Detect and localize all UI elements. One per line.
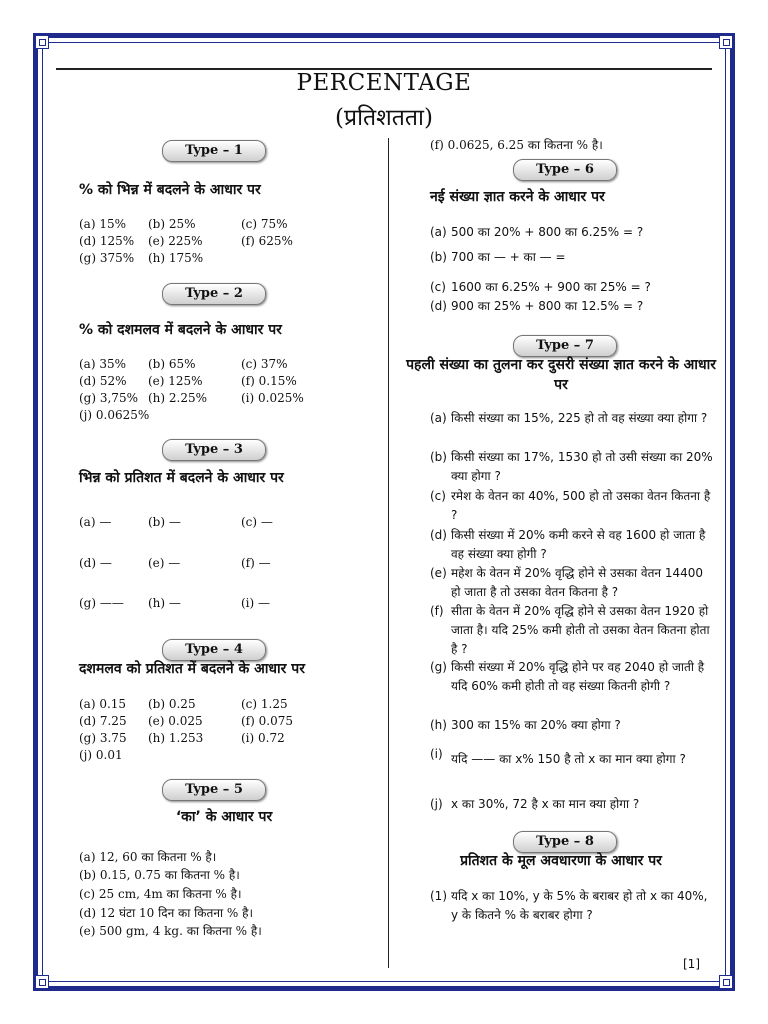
list-item: (b) 65% [148, 357, 196, 371]
list-item: (d) किसी संख्या में 20% कमी करने से वह 1600 हो जाता है वह संख्या क्या होगी ? [430, 528, 706, 561]
list-item: (a) 12, 60 का कितना % है। [79, 850, 217, 864]
list-item: (c) 37% [241, 357, 288, 371]
list-item: (f) सीता के वेतन में 20% वृद्धि होने से उसका वेतन 1920 हो जाता है। यदि 25% कमी होती तो उसका वेतन कितना होता है ? [430, 604, 710, 656]
list-item: (h) 1.253 [148, 731, 204, 745]
list-item: (b) किसी संख्या का 17%, 1530 हो तो उसी संख्या का 20% क्या होगा ? [430, 450, 713, 483]
list-item: (g) किसी संख्या में 20% वृद्धि होने पर वह 2040 हो जाती है यदि 60% कमी होती तो वह संख्या कितनी होगी ? [430, 660, 705, 693]
list-item: (f) — [241, 556, 271, 570]
corner-ornament [35, 975, 49, 989]
type-4-heading: दशमलव को प्रतिशत में बदलने के आधार पर [79, 661, 305, 677]
list-item: (d) — [79, 556, 112, 570]
type-7-heading: पहली संख्या का तुलना कर दुसरी संख्या ज्ञात करने के आधार पर [406, 357, 716, 393]
type-8-heading: प्रतिशत के मूल अवधारणा के आधार पर [460, 853, 662, 869]
page-number: [1] [683, 957, 700, 971]
list-item: (j) 0.0625% [79, 408, 150, 422]
list-item: (i) 0.72 [241, 731, 285, 745]
list-item: (e) — [148, 556, 181, 570]
list-item: (g) 3.75 [79, 731, 127, 745]
list-item: (e) 225% [148, 234, 203, 248]
list-item: (h) 175% [148, 251, 204, 265]
list-item: (e) 125% [148, 374, 203, 388]
type-6-badge: Type – 6 [513, 159, 617, 181]
list-item: (g) 3,75% [79, 391, 138, 405]
list-item: (f) 0.0625, 6.25 का कितना % है। [430, 138, 603, 152]
type-2-badge: Type – 2 [162, 283, 266, 305]
list-item: (f) 0.15% [241, 374, 297, 388]
list-item: (i) — [241, 596, 271, 610]
list-item: (e) 0.025 [148, 714, 203, 728]
list-item: (e) महेश के वेतन में 20% वृद्धि होने से उसका वेतन 14400 हो जाता है तो उसका वेतन कितना है ? [430, 566, 704, 599]
list-item: (f) 0.075 [241, 714, 293, 728]
type-8-badge: Type – 8 [513, 831, 617, 853]
list-item: (d) 125% [79, 234, 135, 248]
list-item: (h) — [148, 596, 181, 610]
list-item: (g) 375% [79, 251, 135, 265]
page-title: PERCENTAGE [296, 70, 472, 96]
list-item: (b) 25% [148, 217, 196, 231]
list-item: (1) यदि x का 10%, y के 5% के बराबर हो तो x का 40%, y के कितने % के बराबर होगा ? [430, 889, 708, 922]
list-item: (h) 2.25% [148, 391, 208, 405]
type-4-badge: Type – 4 [162, 639, 266, 661]
list-item: (a) किसी संख्या का 15%, 225 हो तो वह संख्या क्या होगा ? [430, 411, 708, 425]
list-item: (a) 0.15 [79, 697, 127, 711]
type-5-badge: Type – 5 [162, 779, 266, 801]
list-item: (h) 300 का 15% का 20% क्या होगा ? [430, 718, 621, 732]
list-item: (a) — [79, 515, 112, 529]
list-item: (b) 700 का — + का — = [430, 250, 566, 264]
list-item: (b) 0.25 [148, 697, 196, 711]
corner-ornament [719, 35, 733, 49]
corner-ornament [35, 35, 49, 49]
corner-ornament [719, 975, 733, 989]
type-7-badge: Type – 7 [513, 335, 617, 357]
list-item: (i) यदि —— का x% 150 है तो x का मान क्या होगा ? [430, 747, 686, 766]
list-item: (e) 500 gm, 4 kg. का कितना % है। [79, 924, 262, 938]
type-1-heading: % को भिन्न में बदलने के आधार पर [79, 182, 261, 198]
list-item: (j) x का 30%, 72 है x का मान क्या होगा ? [430, 797, 640, 811]
list-item: (c) 25 cm, 4m का कितना % है। [79, 887, 242, 901]
list-item: (d) 900 का 25% + 800 का 12.5% = ? [430, 299, 644, 313]
list-item: (c) रमेश के वेतन का 40%, 500 हो तो उसका वेतन कितना है ? [430, 489, 711, 522]
list-item: (j) 0.01 [79, 748, 123, 762]
list-item: (d) 12 घंटा 10 दिन का कितना % है। [79, 906, 254, 920]
type-3-badge: Type – 3 [162, 439, 266, 461]
list-item: (g) —— [79, 596, 124, 610]
type-5-heading: ‘का’ के आधार पर [175, 809, 273, 825]
list-item: (c) — [241, 515, 273, 529]
list-item: (c) 1.25 [241, 697, 288, 711]
list-item: (f) 625% [241, 234, 293, 248]
type-6-heading: नई संख्या ज्ञात करने के आधार पर [430, 189, 605, 205]
list-item: (a) 15% [79, 217, 127, 231]
list-item: (b) 0.15, 0.75 का कितना % है। [79, 868, 240, 882]
list-item: (d) 7.25 [79, 714, 127, 728]
list-item: (c) 1600 का 6.25% + 900 का 25% = ? [430, 280, 651, 294]
page-subtitle: (प्रतिशतता) [335, 105, 433, 131]
column-divider [388, 138, 389, 968]
type-3-heading: भिन्न को प्रतिशत में बदलने के आधार पर [79, 470, 284, 486]
list-item: (c) 75% [241, 217, 288, 231]
type-1-badge: Type – 1 [162, 140, 266, 162]
list-item: (a) 500 का 20% + 800 का 6.25% = ? [430, 225, 644, 239]
list-item: (b) — [148, 515, 181, 529]
list-item: (i) 0.025% [241, 391, 304, 405]
type-2-heading: % को दशमलव में बदलने के आधार पर [79, 322, 282, 338]
list-item: (a) 35% [79, 357, 127, 371]
list-item: (d) 52% [79, 374, 127, 388]
